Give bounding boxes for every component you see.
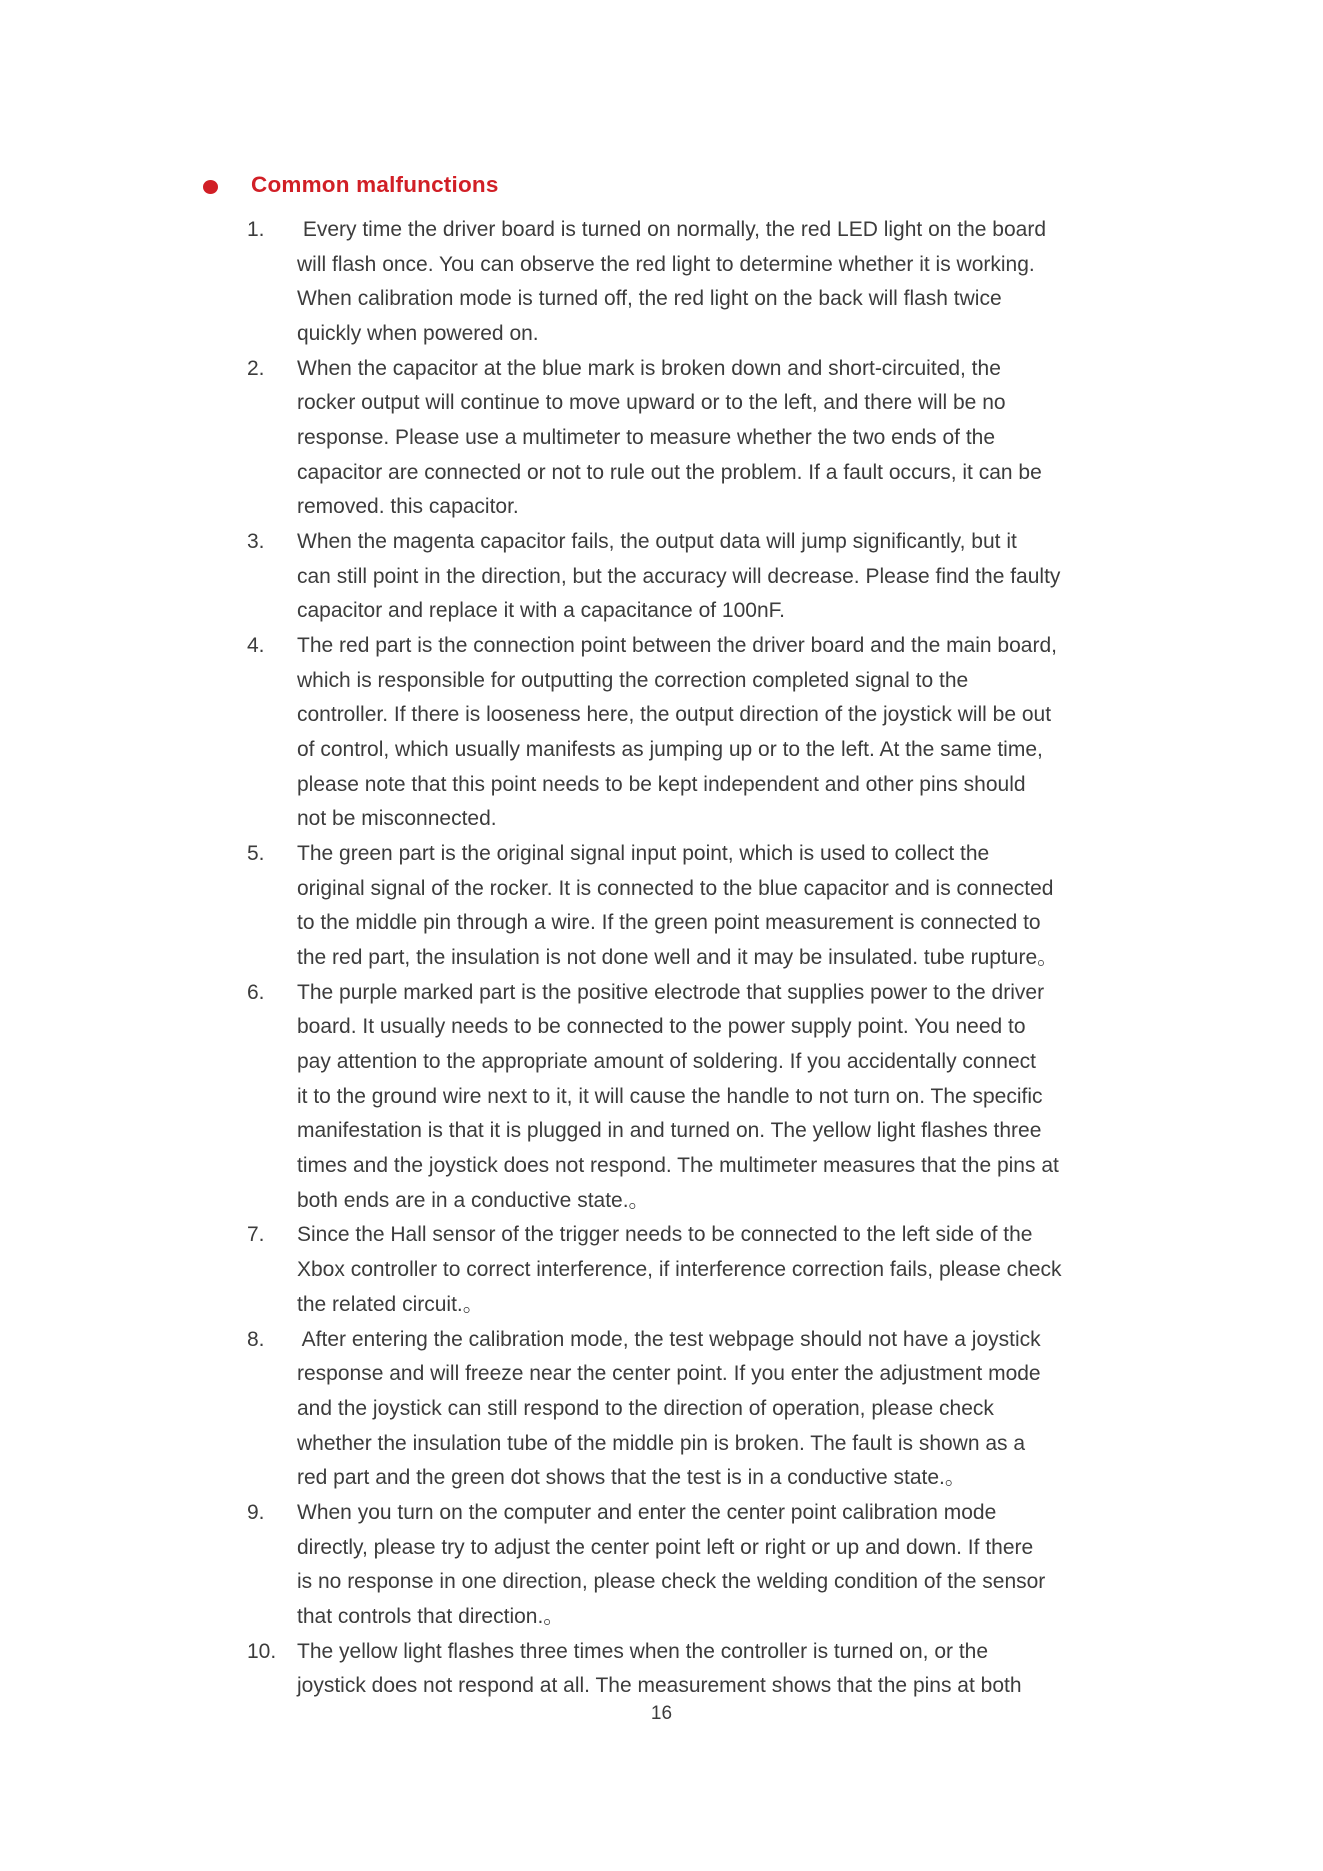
- item-text: [297, 525, 1187, 629]
- item-number: 1.: [247, 218, 265, 241]
- text-line: can still point in the direction, but the accuracy will decrease. Please find the faulty: [297, 564, 1061, 588]
- text-line: rocker output will continue to move upward or to the left, and there will be no: [297, 391, 1006, 415]
- item-text: [297, 1218, 1187, 1322]
- text-line: is no response in one direction, please check the welding condition of the sensor: [297, 1570, 1046, 1594]
- text-line: The yellow light flashes three times when the controller is turned on, or the: [297, 1639, 989, 1663]
- list-item: [247, 213, 1187, 352]
- text-line: and the joystick can still respond to the direction of operation, please check: [297, 1396, 994, 1420]
- item-number: 2.: [247, 356, 265, 380]
- text-line: original signal of the rocker. It is connected to the blue capacitor and is connected: [297, 876, 1054, 900]
- item-number: 8.: [247, 1327, 265, 1351]
- item-text: [297, 629, 1187, 837]
- text-line: response. Please use a multimeter to measure whether the two ends of the: [297, 426, 996, 450]
- list-item: [247, 525, 1187, 629]
- text-line: When you turn on the computer and enter the center point calibration mode: [297, 1500, 997, 1524]
- text-line: directly, please try to adjust the center point left or right or up and down. If there: [297, 1535, 1034, 1559]
- text-line: joystick does not respond at all. The measurement shows that the pins at both: [297, 1674, 1022, 1698]
- text-line: times and the joystick does not respond. The multimeter measures that the pins at: [297, 1154, 1059, 1178]
- item-number: 6.: [247, 980, 265, 1004]
- text-line: When calibration mode is turned off, the red light on the back will flash twice: [297, 287, 1002, 311]
- item-text: [297, 1496, 1187, 1635]
- text-line: The purple marked part is the positive electrode that supplies power to the driver: [297, 980, 1045, 1004]
- text-line: pay attention to the appropriate amount of soldering. If you accidentally connect: [297, 1050, 1036, 1074]
- text-line: manifestation is that it is plugged in and turned on. The yellow light flashes three: [297, 1119, 1042, 1143]
- list-item: [247, 1496, 1187, 1635]
- text-line: When the magenta capacitor fails, the output data will jump significantly, but it: [297, 530, 1017, 554]
- item-text: [297, 1635, 1187, 1704]
- text-line: removed. this capacitor.: [297, 495, 519, 519]
- list-item: [247, 1635, 1187, 1704]
- list-item: [247, 629, 1187, 837]
- item-number: 3.: [247, 530, 265, 554]
- section-heading: Common malfunctions: [251, 172, 499, 197]
- text-line: both ends are in a conductive state.。: [297, 1188, 650, 1212]
- item-text: [297, 352, 1187, 525]
- text-line: response and will freeze near the center point. If you enter the adjustment mode: [297, 1362, 1041, 1386]
- item-text: [297, 837, 1187, 976]
- bullet-icon: [203, 180, 218, 194]
- text-line: please note that this point needs to be kept independent and other pins should: [297, 772, 1026, 796]
- item-text: [297, 1323, 1187, 1496]
- item-text: [297, 213, 1187, 352]
- item-number: 5.: [247, 842, 265, 866]
- text-line: the related circuit.。: [297, 1292, 484, 1316]
- list-item: [247, 976, 1187, 1219]
- item-number: 9.: [247, 1500, 265, 1524]
- text-line: which is responsible for outputting the correction completed signal to the: [297, 668, 969, 692]
- text-line: Every time the driver board is turned on normally, the red LED light on the board: [297, 218, 1046, 241]
- text-line: quickly when powered on.: [297, 322, 539, 346]
- text-line: it to the ground wire next to it, it will cause the handle to not turn on. The specific: [297, 1084, 1043, 1108]
- list-item: [247, 352, 1187, 525]
- text-line: capacitor and replace it with a capacitance of 100nF.: [297, 599, 785, 623]
- item-text: [297, 976, 1187, 1219]
- malfunction-list: [247, 213, 1187, 1704]
- text-line: of control, which usually manifests as jumping up or to the left. At the same time,: [297, 738, 1043, 762]
- text-line: board. It usually needs to be connected to the power supply point. You need to: [297, 1015, 1026, 1039]
- text-line: Xbox controller to correct interference, if interference correction fails, please check: [297, 1258, 1062, 1282]
- text-line: Since the Hall sensor of the trigger needs to be connected to the left side of the: [297, 1223, 1033, 1247]
- list-item: [247, 1323, 1187, 1496]
- item-number: 7.: [247, 1223, 265, 1247]
- text-line: After entering the calibration mode, the test webpage should not have a joystick: [297, 1327, 1041, 1351]
- list-item: [247, 1218, 1187, 1322]
- text-line: to the middle pin through a wire. If the green point measurement is connected to: [297, 911, 1041, 935]
- text-line: The green part is the original signal input point, which is used to collect the: [297, 842, 990, 866]
- text-line: controller. If there is looseness here, the output direction of the joystick will be out: [297, 703, 1052, 727]
- text-line: that controls that direction.。: [297, 1604, 565, 1628]
- text-line: red part and the green dot shows that the test is in a conductive state.。: [297, 1466, 966, 1490]
- page-number: 16: [650, 1703, 673, 1724]
- text-line: the red part, the insulation is not done well and it may be insulated. tube rupture。: [297, 946, 1059, 970]
- list-item: [247, 837, 1187, 976]
- item-number: 4.: [247, 634, 265, 658]
- text-line: The red part is the connection point between the driver board and the main board,: [297, 634, 1057, 658]
- text-line: capacitor are connected or not to rule out the problem. If a fault occurs, it can be: [297, 460, 1042, 484]
- text-line: whether the insulation tube of the middle pin is broken. The fault is shown as a: [297, 1431, 1026, 1455]
- text-line: When the capacitor at the blue mark is broken down and short-circuited, the: [297, 356, 1001, 380]
- text-line: will flash once. You can observe the red light to determine whether it is working.: [297, 252, 1035, 276]
- text-line: not be misconnected.: [297, 807, 497, 831]
- item-number: 10.: [247, 1639, 277, 1663]
